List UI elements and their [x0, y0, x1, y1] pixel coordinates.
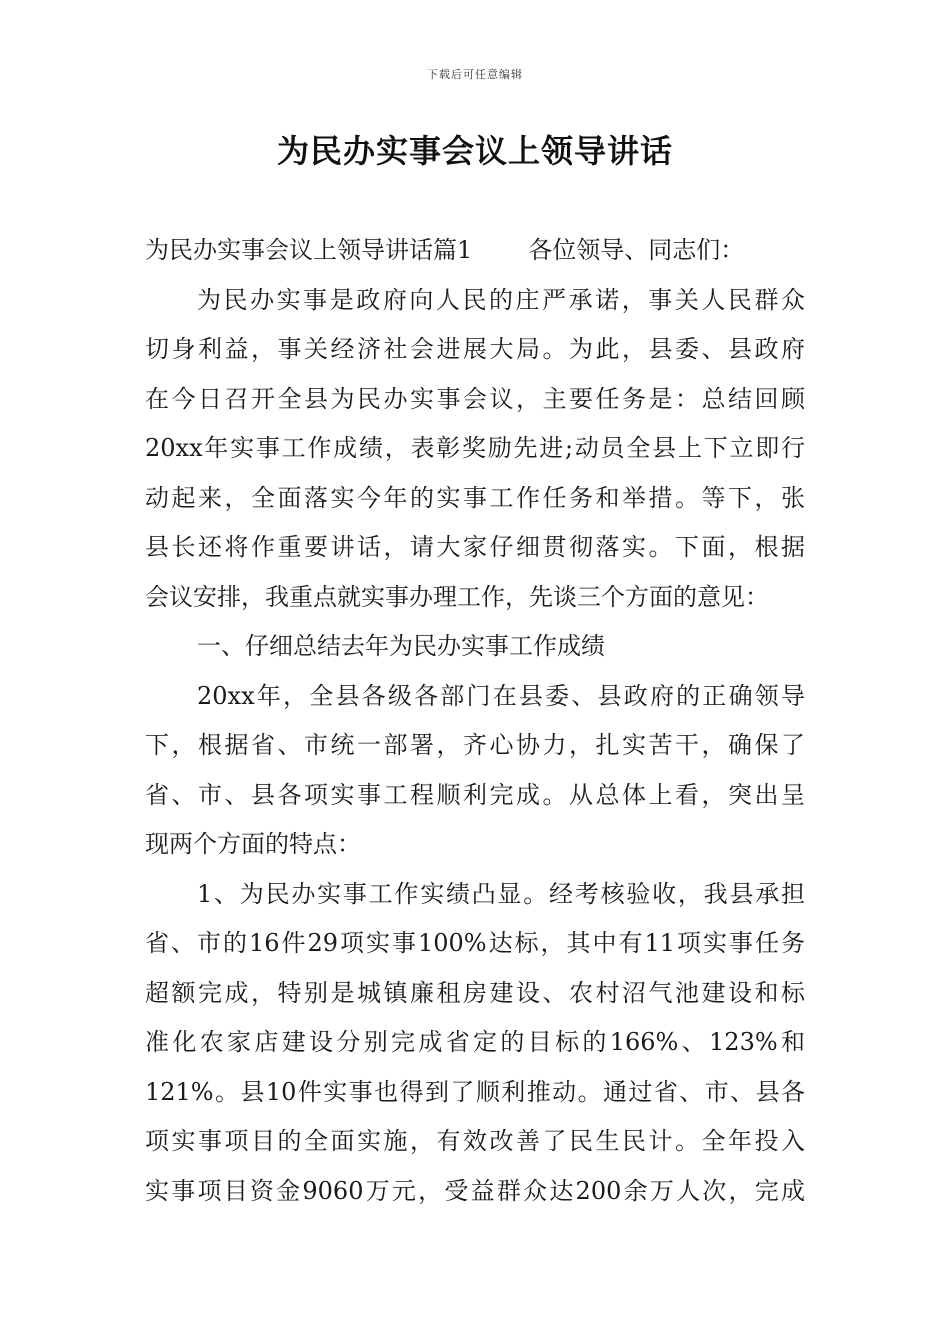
section-heading-line: 一、仔细总结去年为民办实事工作成绩 — [197, 632, 605, 660]
paragraph-line: 准化农家店建设分别完成省定的目标的166%、123%和 — [145, 1028, 805, 1056]
paragraph-line: 121%。县10件实事也得到了顺利推动。通过省、市、县各 — [145, 1077, 805, 1106]
paragraph-line: 下，根据省、市统一部署，齐心协力，扎实苦干，确保了 — [145, 731, 805, 759]
paragraph-line: 省、市的16件29项实事100%达标，其中有11项实事任务 — [145, 929, 805, 957]
document-body — [145, 226, 805, 1216]
paragraph-line: 为民办实事是政府向人民的庄严承诺，事关人民群众 — [197, 285, 805, 314]
paragraph-line: 实事项目资金9060万元，受益群众达200余万人次，完成 — [145, 1176, 805, 1205]
paragraph-line: 超额完成，特别是城镇廉租房建设、农村沼气池建设和标 — [145, 978, 805, 1007]
paragraph-line: 动起来，全面落实今年的实事工作任务和举措。等下，张 — [145, 483, 805, 512]
paragraph-line: 切身利益，事关经济社会进展大局。为此，县委、县政府 — [145, 335, 805, 363]
paragraph-line: 在今日召开全县为民办实事会议，主要任务是：总结回顾 — [145, 384, 805, 413]
paragraph-line: 1、为民办实事工作实绩凸显。经考核验收，我县承担 — [197, 879, 805, 908]
paragraph-line: 县长还将作重要讲话，请大家仔细贯彻落实。下面，根据 — [145, 533, 805, 561]
paragraph-line: 20xx年实事工作成绩，表彰奖励先进;动员全县上下立即行 — [145, 434, 805, 462]
header-note: 下载后可任意编辑 — [427, 68, 523, 81]
paragraph-line: 现两个方面的特点： — [145, 830, 361, 858]
paragraph-line: 项实事项目的全面实施，有效改善了民生民计。全年投入 — [145, 1127, 805, 1155]
document-title: 为民办实事会议上领导讲话 — [276, 132, 673, 170]
first-line — [145, 226, 805, 276]
paragraph-line: 会议安排，我重点就实事办理工作，先谈三个方面的意见： — [145, 582, 769, 611]
salutation: 各位领导、同志们： — [528, 236, 745, 264]
paragraph-line: 20xx年，全县各级各部门在县委、县政府的正确领导 — [197, 681, 805, 710]
section-heading: 为民办实事会议上领导讲话篇1 — [145, 236, 473, 264]
paragraph-line: 省、市、县各项实事工程顺利完成。从总体上看，突出呈 — [145, 780, 805, 809]
